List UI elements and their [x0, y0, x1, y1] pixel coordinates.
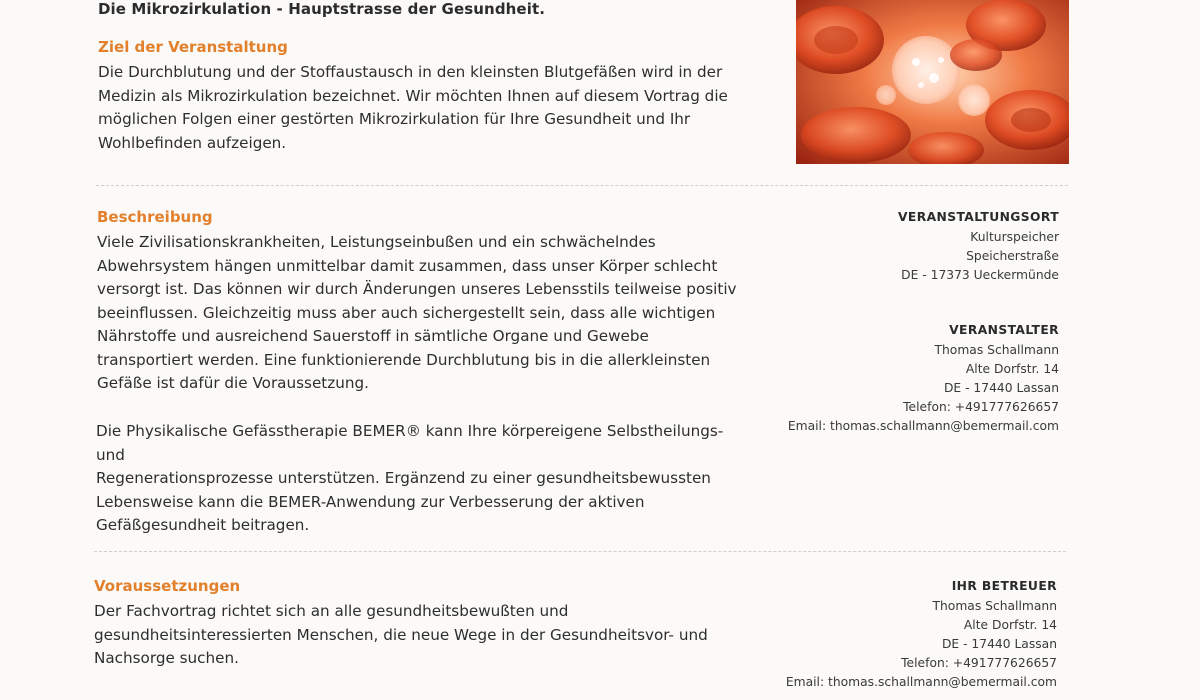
section-text-voraussetzungen: Der Fachvortrag richtet sich an alle gesundheitsbewußten und gesundheitsinteressierten Menschen, die neue Wege in der Gesundheitsvor- und Nachsorge suchen.: [94, 602, 708, 667]
blood-cells-image: [796, 0, 1069, 164]
divider: [94, 551, 1066, 552]
sidebar-heading-betreuer: IHR BETREUER: [951, 579, 1057, 593]
section-heading-beschreibung: Beschreibung: [97, 208, 213, 226]
sidebar-heading-ort: VERANSTALTUNGSORT: [898, 210, 1059, 224]
divider: [96, 185, 1068, 186]
sidebar-contact-betreuer: Thomas Schallmann Alte Dorfstr. 14 DE - 17440 Lassan Telefon: +491777626657 Email: thomas.schallmann@bemermail.com: [785, 599, 1057, 689]
section-text-beschreibung-1: Viele Zivilisationskrankheiten, Leistungseinbußen und ein schwächelndes Abwehrsystem hängen unmittelbar damit zusammen, dass unser Körper schlecht versorgt ist. Das können wir durch Änderungen unseres Lebensstils teilweise positiv beeinflussen. Gleichzeitig muss aber auch sichergestellt sein, dass alle wichtigen Nährstoffe und ausreichend Sauerstoff in sämtliche Organe und Gewebe transportiert werden. Eine funktionierende Durchblutung bis in die allerkleinsten Gefäße ist dafür die Voraussetzung.: [97, 233, 737, 392]
page-subtitle: Die Mikrozirkulation - Hauptstrasse der Gesundheit.: [98, 0, 546, 18]
section-heading-ziel: Ziel der Veranstaltung: [98, 38, 288, 56]
section-text-ziel: Die Durchblutung und der Stoffaustausch in den kleinsten Blutgefäßen wird in der Medizin als Mikrozirkulation bezeichnet. Wir möchten Ihnen auf diesem Vortrag die möglichen Folgen einer gestörten Mikrozirkulation für Ihre Gesundheit und Ihr Wohlbefinden aufzeigen.: [98, 63, 728, 152]
sidebar-contact-veranstalter: Thomas Schallmann Alte Dorfstr. 14 DE - 17440 Lassan Telefon: +491777626657 Email: thomas.schallmann@bemermail.com: [787, 343, 1059, 433]
section-heading-voraussetzungen: Voraussetzungen: [94, 577, 241, 595]
section-text-beschreibung-2: Die Physikalische Gefässtherapie BEMER® kann Ihre körpereigene Selbstheilungs- und Regenerationsprozesse unterstützen. Ergänzend zu einer gesundheitsbewussten Lebensweise kann die BEMER-Anwendung zur Verbesserung der aktiven Gefäßgesundheit beitragen.: [96, 422, 724, 534]
sidebar-heading-veranstalter: VERANSTALTER: [949, 323, 1059, 337]
sidebar-address-ort: Kulturspeicher Speicherstraße DE - 17373 Ueckermünde: [901, 230, 1059, 282]
